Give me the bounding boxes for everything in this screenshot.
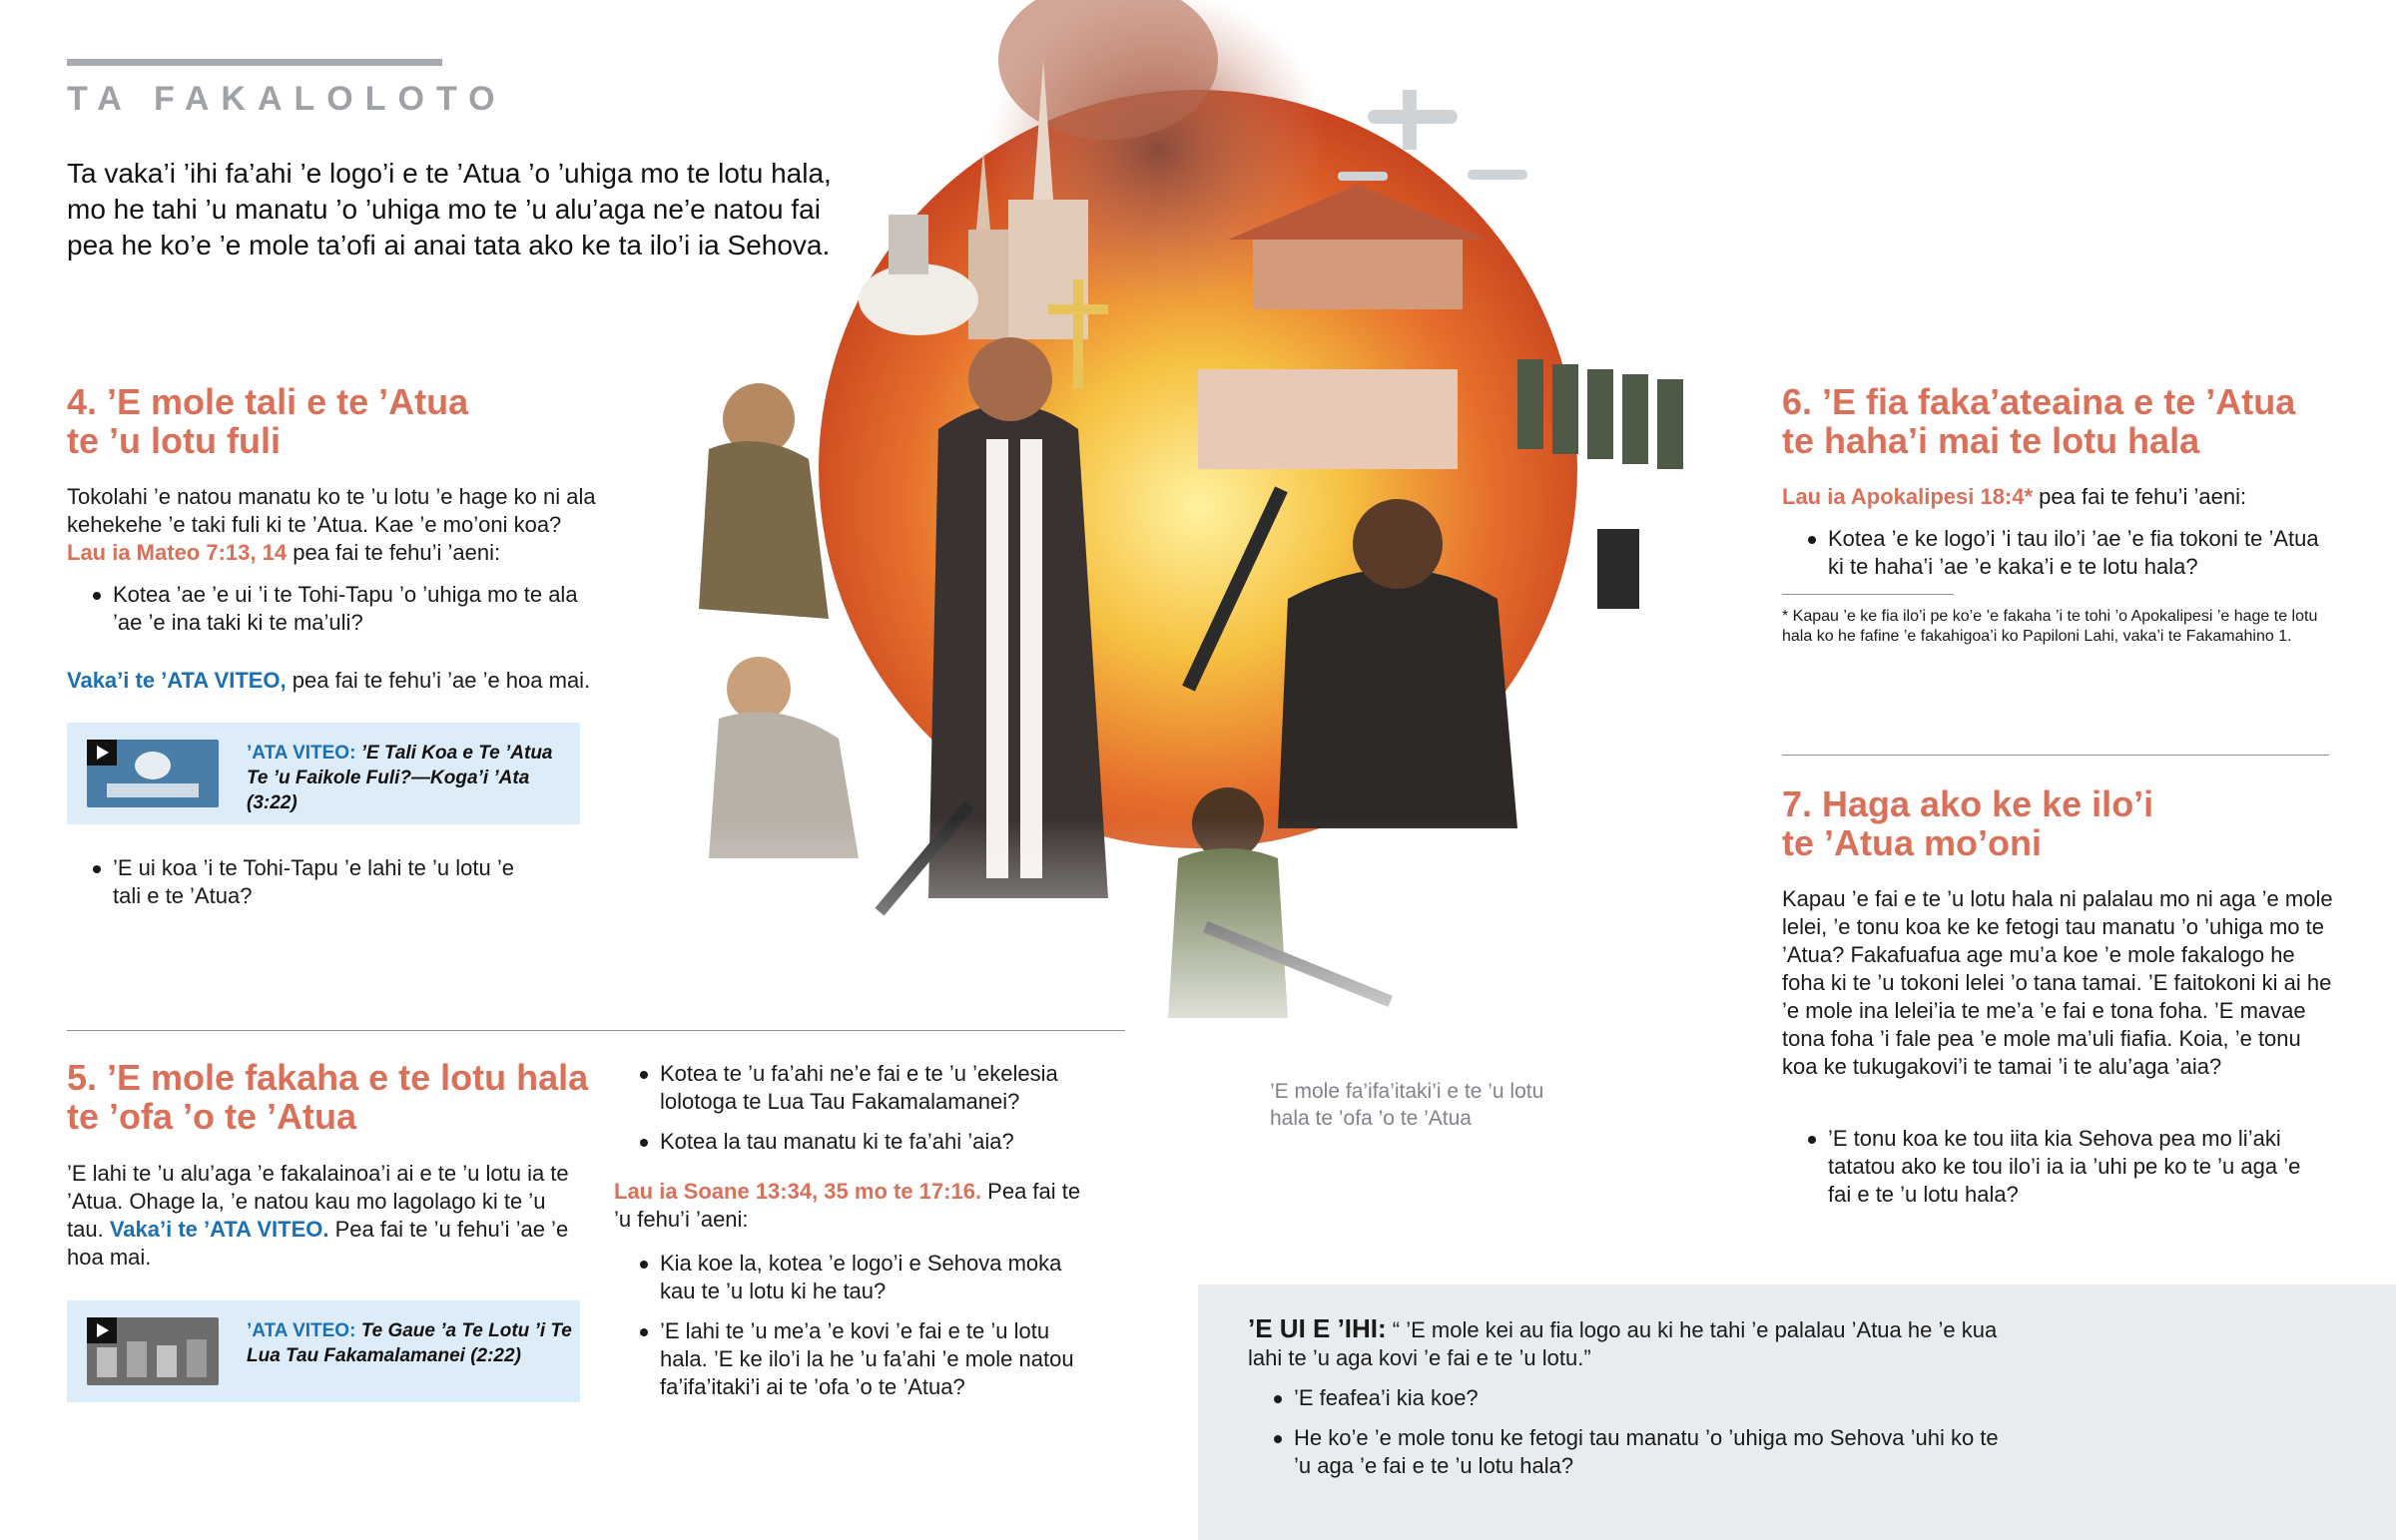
- section7-title-line2: te ’Atua mo’oni: [1782, 822, 2042, 863]
- religion-war-illustration: [639, 0, 1767, 1068]
- section5-question-list-a: [614, 1060, 1083, 1168]
- top-rule: [67, 59, 442, 66]
- section7-body: Kapau ’e fai e te ’u lotu hala ni palalau mo ni aga ’e mole lelei, ’e tonu koa ke ke fetogi tau manatu ’o ’uhiga mo te ’Atua? Fakafuafua age mu’a koe ’e mole fakalogo he foha ki te ’u tokoni lelei ’o tana tamai. ’E faitokoni ki ai he ’e mole ina lelei’ia te me’a ’e fai e tona foha. ’E mavae tona foha ’i fale pea ’e mole ma’uli fiafia. Koia, ’e tonu koa ke tukugakovi’i te tamai ’i te alu’aga ’aia?: [1782, 886, 2333, 1079]
- section6-question-1: Kotea ’e ke logo’i ’i tau ilo’i ’ae ’e fia tokoni te ’Atua ki te haha’i ’ae ’e kaka’i e te lotu hala?: [1782, 525, 2321, 581]
- section4-video-intro: [67, 667, 626, 695]
- section5-question-list-b: [614, 1250, 1093, 1413]
- section5-title-line1: 5. ’E mole fakaha e te lotu hala: [67, 1057, 589, 1098]
- section5-video-title: Te Gaue ’a Te Lotu ’i Te Lua Tau Fakamalamanei (2:22): [247, 1320, 572, 1366]
- illustration: [639, 0, 1767, 1068]
- section4-ref-tail: pea fai te fehu’i ’aeni:: [287, 540, 501, 565]
- section5-video-card[interactable]: [67, 1300, 580, 1402]
- discussion-label: ’E UI E ’IHI:: [1248, 1313, 1387, 1343]
- section6-title: [1782, 382, 2341, 460]
- section4-question-list-2: [67, 854, 546, 922]
- section6-scripture-link[interactable]: Lau ia Apokalipesi 18:4*: [1782, 484, 2034, 509]
- discussion-question-1: ’E feafea’i kia koe?: [1248, 1384, 2007, 1412]
- intro-text: Ta vaka’i ’ihi fa’ahi ’e logo’i e te ’Atua ’o ’uhiga mo te lotu hala, mo he tahi ’u manatu ’o ’uhiga mo te ’u alu’aga ne’e natou fai pea he ko’e ’e mole ta’ofi ai anai tata ako ke ta ilo’i ia Sehova.: [67, 158, 832, 260]
- section5-body: [67, 1160, 586, 1272]
- section4-title-line1: 4. ’E mole tali e te ’Atua: [67, 381, 469, 422]
- section7-rule: [1782, 755, 2329, 756]
- section5-scripture-link[interactable]: Lau ia Soane 13:34, 35 mo te 17:16.: [614, 1179, 982, 1204]
- footnote-rule: [1782, 594, 1954, 595]
- section4-question-2: ’E ui koa ’i te Tohi-Tapu ’e lahi te ’u lotu ’e tali e te ’Atua?: [67, 854, 546, 910]
- section7-question-1: ’E tonu koa ke tou iita kia Sehova pea mo li’aki tatatou ako ke tou ilo’i ia ia ’uhi pe ko te ’u aga ’e fai e te ’u lotu hala?: [1782, 1125, 2321, 1209]
- section6-ref-block: [1782, 483, 2341, 511]
- discussion-box: [1198, 1284, 2396, 1540]
- section5-question-1: Kotea te ’u fa’ahi ne’e fai e te ’u ’ekelesia lolotoga te Lua Tau Fakamalamanei?: [614, 1060, 1083, 1116]
- play-icon[interactable]: [87, 1317, 117, 1343]
- section5-video-label: ’ATA VITEO:: [247, 1320, 356, 1341]
- section6-title-line1: 6. ’E fia faka’ateaina e te ’Atua: [1782, 381, 2296, 422]
- section4-video-label: ’ATA VITEO:: [247, 743, 356, 764]
- section4-title: [67, 382, 626, 460]
- discussion-quote-text: “ ’E mole kei au fia logo au ki he tahi ’e palalau ’Atua he ’e kua lahi te ’u aga kovi ’e fai e te ’u lotu.”: [1248, 1317, 1998, 1370]
- section4-video-intro-tail: pea fai te fehu’i ’ae ’e hoa mai.: [286, 668, 591, 693]
- section5-body-tail: Pea fai te ’u fehu’i ’ae ’e hoa mai.: [67, 1217, 569, 1270]
- section5-title-line2: te ’ofa ’o te ’Atua: [67, 1096, 357, 1137]
- section6-ref-tail: pea fai te fehu’i ’aeni:: [2033, 484, 2247, 509]
- section5-body-text: ’E lahi te ’u alu’aga ’e fakalainoa’i ai e te ’u lotu ia te ’Atua. Ohage la, ’e natou kau mo lagolago ki te ’u tau.: [67, 1161, 569, 1242]
- section4-video-text: [247, 741, 576, 815]
- section4-title-line2: te ’u lotu fuli: [67, 420, 281, 461]
- section4-video-link[interactable]: Vaka’i te ’ATA VITEO,: [67, 668, 287, 693]
- section7-title: [1782, 784, 2341, 862]
- section7-title-line1: 7. Haga ako ke ke ilo’i: [1782, 783, 2154, 824]
- section4-question-1: Kotea ’ae ’e ui ’i te Tohi-Tapu ’o ’uhiga mo te ala ’ae ’e ina taki ki te ma’uli?: [67, 581, 606, 637]
- section4-video-card[interactable]: [67, 723, 580, 824]
- section5-question-4: ’E lahi te ’u me’a ’e kovi ’e fai e te ’u lotu hala. ’E ke ilo’i la he ’u fa’ahi ’e mole natou fa’ifa’itaki’i ai te ’ofa ’o te ’Atua?: [614, 1317, 1093, 1401]
- section6-question-list: [1782, 525, 2321, 593]
- section5-title: [67, 1058, 626, 1136]
- section7-question-list: [1782, 1125, 2321, 1221]
- section5-rule: [67, 1030, 1125, 1031]
- kicker-title: TA FAKALOLOTO: [67, 80, 507, 118]
- section5-question-3: Kia koe la, kotea ’e logo’i e Sehova moka kau te ’u lotu ki he tau?: [614, 1250, 1093, 1305]
- section4-question-list: [67, 581, 606, 649]
- section5-video-link[interactable]: Vaka’i te ’ATA VITEO.: [109, 1217, 329, 1242]
- discussion-question-list: [1248, 1384, 2007, 1492]
- section5-ref-block: [614, 1178, 1083, 1234]
- section4-video-title: ’E Tali Koa e Te ’Atua Te ’u Faikole Fuli?—Koga’i ’Ata (3:22): [247, 743, 553, 813]
- section5-question-2: Kotea la tau manatu ki te fa’ahi ’aia?: [614, 1128, 1083, 1156]
- section6-title-line2: te haha’i mai te lotu hala: [1782, 420, 2200, 461]
- section5-ref-tail: Pea fai te ’u fehu’i ’aeni:: [614, 1179, 1081, 1232]
- illustration-caption: ’E mole fa’ifa’itaki’i e te ’u lotu hala te ’ofa ’o te ’Atua: [1270, 1080, 1544, 1130]
- discussion-question-2: He ko’e ’e mole tonu ke fetogi tau manatu ’o ’uhiga mo Sehova ’uhi ko te ’u aga ’e fai e te ’u lotu hala?: [1248, 1424, 2007, 1480]
- section6-footnote: * Kapau ’e ke fia ilo’i pe ko’e ’e fakaha ’i te tohi ’o Apokalipesi ’e hage te lotu hala ko he fafine ’e fakahigoa’i ko Papiloni Lahi, vaka’i te Fakamahino 1.: [1782, 608, 2318, 645]
- play-icon[interactable]: [87, 740, 117, 766]
- discussion-quote: [1248, 1314, 2027, 1372]
- section4-scripture-link[interactable]: Lau ia Mateo 7:13, 14: [67, 540, 288, 565]
- section4-body: [67, 483, 626, 567]
- section5-video-text: [247, 1318, 576, 1368]
- section4-body-text: Tokolahi ’e natou manatu ko te ’u lotu ’e hage ko ni ala kehekehe ’e taki fuli ki te ’Atua. Kae ’e mo’oni koa?: [67, 484, 596, 537]
